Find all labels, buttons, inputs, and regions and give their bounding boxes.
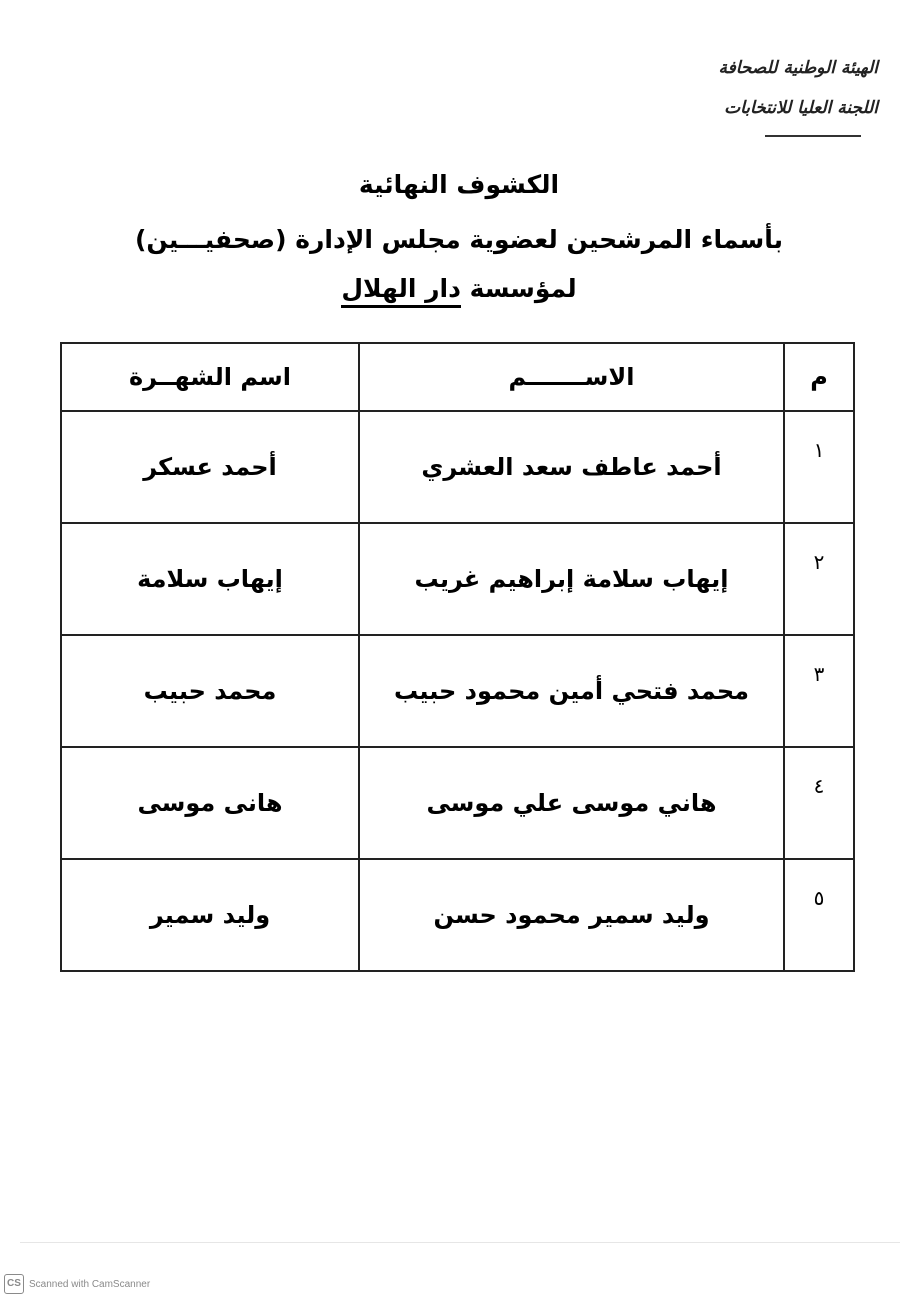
candidate-full-name: وليد سمير محمود حسن [359,859,784,971]
candidate-full-name: هاني موسى علي موسى [359,747,784,859]
candidate-known-name: هانى موسى [61,747,359,859]
institution-prefix: لمؤسسة [460,274,577,303]
table-row [61,411,854,523]
document-title: الكشوف النهائية [358,170,560,199]
row-number: ٤ [784,747,854,859]
candidate-known-name: إيهاب سلامة [61,523,359,635]
table-row [61,523,854,635]
candidate-known-name: محمد حبيب [61,635,359,747]
candidate-full-name: إيهاب سلامة إبراهيم غريب [359,523,784,635]
candidate-known-name: أحمد عسكر [61,411,359,523]
institution-name: دار الهلال [341,274,461,308]
table-header-row [61,343,854,411]
header-underline [765,135,861,137]
row-number: ٢ [784,523,854,635]
candidate-full-name: أحمد عاطف سعد العشري [359,411,784,523]
scanner-text: Scanned with CamScanner [29,1278,151,1290]
row-number: ٥ [784,859,854,971]
scan-footer-rule [20,1242,900,1243]
document-subtitle: بأسماء المرشحين لعضوية مجلس الإدارة (صحفيـــين) [134,225,784,254]
committee-name-handwritten: اللجنة العليا للانتخابات [724,98,878,118]
header-num: م [784,343,854,411]
candidate-full-name: محمد فتحي أمين محمود حبيب [359,635,784,747]
table-row [61,635,854,747]
table-row [61,747,854,859]
row-number: ٣ [784,635,854,747]
candidate-known-name: وليد سمير [61,859,359,971]
candidates-table [60,342,855,972]
table-row [61,859,854,971]
header-alias: اسم الشهــرة [61,343,359,411]
scanner-watermark [4,1274,150,1294]
header-name: الاســـــــم [359,343,784,411]
institution-line [0,274,918,303]
org-name-handwritten: الهيئة الوطنية للصحافة [718,58,878,78]
camscanner-icon: CS [4,1274,24,1294]
row-number: ١ [784,411,854,523]
